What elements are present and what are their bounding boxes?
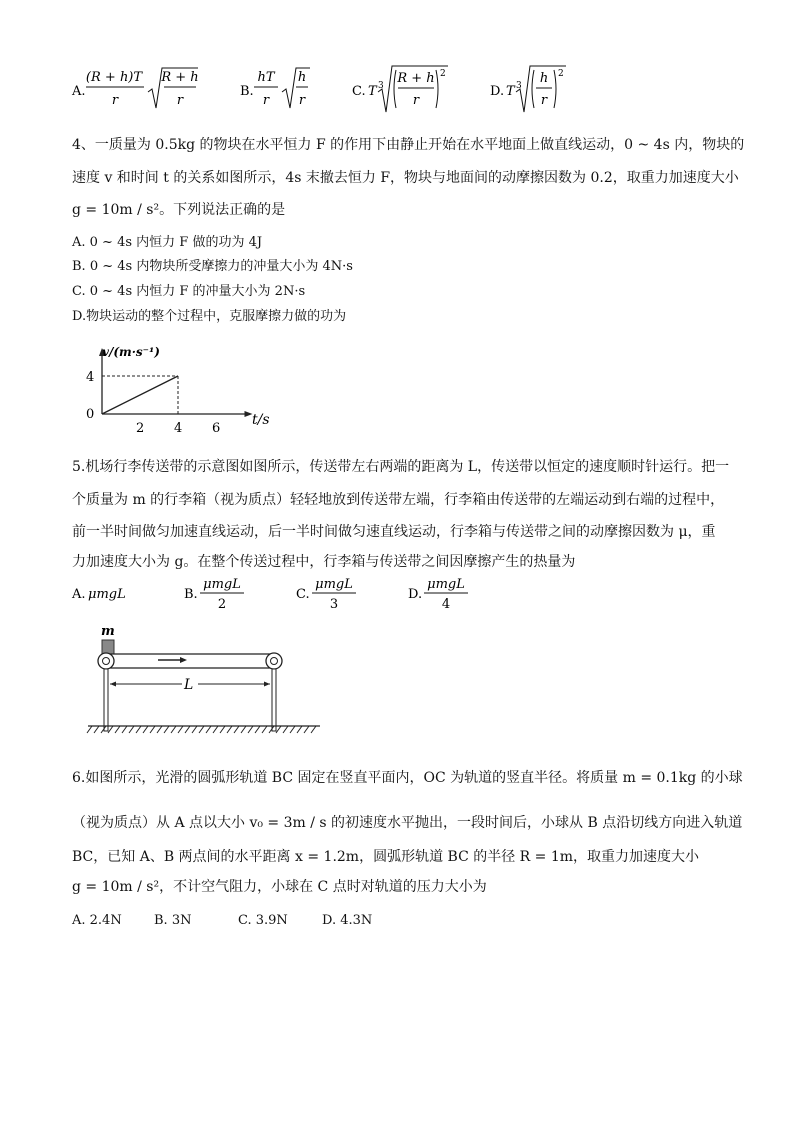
q3-b-rad-den: r (298, 93, 306, 108)
hatch-mark (304, 726, 309, 733)
q5-option-c-den: 3 (329, 597, 339, 612)
hatch-mark (283, 726, 288, 733)
length-arrow-right (264, 682, 270, 687)
q3-option-a-letter: A. (72, 84, 86, 99)
q4-vt-chart (82, 338, 292, 440)
q3-d-rad-num: h (539, 71, 549, 86)
vt-x-tick-label: 6 (212, 421, 221, 436)
q5-option-d-num: μmgL (427, 577, 465, 592)
luggage-box (102, 640, 114, 654)
hatch-mark (276, 726, 281, 733)
q3-c-power: 2 (440, 69, 446, 79)
q5-option-c-letter: C. (296, 587, 310, 602)
hatch-mark (150, 726, 155, 733)
q3-c-coef: T (368, 84, 377, 99)
hatch-mark (178, 726, 183, 733)
belt-direction-arrowhead (180, 657, 187, 663)
q3-d-coef: T (506, 84, 515, 99)
hatch-mark (262, 726, 267, 733)
hatch-mark (199, 726, 204, 733)
hatch-mark (311, 726, 316, 733)
q5-conveyor-figure (84, 618, 324, 740)
q3-b-frac-num: hT (257, 70, 275, 85)
q5-options (70, 574, 490, 612)
q6-line-2: （视为质点）从 A 点以大小 v₀ = 3m / s 的初速度水平抛出，一段时间后，小球从 B 点沿切线方向进入轨道 (72, 815, 743, 831)
hatch-mark (108, 726, 113, 733)
q4-line-3: g = 10m / s²。下列说法正确的是 (72, 202, 286, 218)
q3-a-frac-den: r (111, 93, 119, 108)
mass-label: m (101, 624, 115, 639)
hatch-mark (255, 726, 260, 733)
right-leg (272, 669, 276, 731)
left-leg (104, 669, 108, 731)
q5-option-a-letter: A. (72, 587, 86, 602)
length-label: L (184, 677, 194, 693)
q5-line-2: 个质量为 m 的行李箱（视为质点）轻轻地放到传送带左端，行李箱由传送带的左端运动到右端的过程中， (72, 492, 725, 508)
length-arrow-left (110, 682, 116, 687)
hatch-mark (297, 726, 302, 733)
q5-option-b-den: 2 (217, 597, 227, 612)
q3-c-rad-num: R + h (397, 71, 435, 86)
hatch-mark (171, 726, 176, 733)
q6-option-d: D. 4.3N (322, 913, 373, 928)
q4-line-1: 4、一质量为 0.5kg 的物块在水平恒力 F 的作用下由静止开始在水平地面上做直线运动，0 ~ 4s 内，物块的 (72, 137, 745, 153)
q3-b-rad-num: h (297, 70, 307, 85)
q3-d-rad-den: r (540, 93, 548, 108)
hatch-mark (94, 726, 99, 733)
hatch-mark (290, 726, 295, 733)
q3-d-root-index: 3 (516, 81, 522, 91)
vt-x-tick-label: 2 (136, 421, 145, 436)
q4-line-2: 速度 v 和时间 t 的关系如图所示，4s 末撤去恒力 F，物块与地面间的动摩擦因数为 0.2，取重力加速度大小 (72, 170, 739, 186)
hatch-mark (122, 726, 127, 733)
q3-d-power: 2 (558, 69, 564, 79)
hatch-mark (157, 726, 162, 733)
q5-line-3: 前一半时间做匀加速直线运动，后一半时间做匀速直线运动，行李箱与传送带之间的动摩擦因数为 μ，重 (72, 524, 716, 540)
hatch-mark (87, 726, 92, 733)
q3-c-root-index: 3 (378, 81, 384, 91)
q5-option-c-num: μmgL (315, 577, 353, 592)
vt-x-tick-label: 0 (86, 407, 95, 422)
hatch-mark (136, 726, 141, 733)
q3-option-d-letter: D. (490, 84, 505, 99)
hatch-mark (220, 726, 225, 733)
q3-a-frac-num: (R + h)T (85, 70, 143, 85)
q6-line-4: g = 10m / s²，不计空气阻力，小球在 C 点时对轨道的压力大小为 (72, 879, 487, 895)
q6-line-1: 6.如图所示，光滑的圆弧形轨道 BC 固定在竖直平面内，OC 为轨道的竖直半径。将质量 m = 0.1kg 的小球 (72, 770, 743, 786)
q5-option-d-den: 4 (441, 597, 451, 612)
q6-line-3: BC，已知 A、B 两点间的水平距离 x = 1.2m，圆弧形轨道 BC 的半径 R = 1m，取重力加速度大小 (72, 849, 700, 865)
hatch-mark (234, 726, 239, 733)
q3-c-rad-den: r (412, 93, 420, 108)
q4-option-c: C. 0 ~ 4s 内恒力 F 的冲量大小为 2N·s (72, 284, 306, 299)
left-pulley-hub (103, 658, 110, 665)
hatch-mark (129, 726, 134, 733)
hatch-mark (248, 726, 253, 733)
q3-a-rad-den: r (176, 93, 184, 108)
hatch-mark (143, 726, 148, 733)
q4-option-d: D.物块运动的整个过程中，克服摩擦力做的功为 (72, 309, 347, 324)
q3-a-rad-num: R + h (161, 70, 199, 85)
hatch-mark (213, 726, 218, 733)
hatch-mark (115, 726, 120, 733)
q6-option-b: B. 3N (154, 913, 192, 928)
q3-option-c-letter: C. (352, 84, 366, 99)
ground-hatching (87, 726, 316, 733)
q3-formulas (70, 62, 750, 118)
q4-option-b: B. 0 ~ 4s 内物块所受摩擦力的冲量大小为 4N·s (72, 259, 353, 274)
q4-option-a: A. 0 ~ 4s 内恒力 F 做的功为 4J (72, 235, 263, 250)
hatch-mark (192, 726, 197, 733)
q5-option-a-expr: μmgL (88, 587, 126, 602)
q3-option-b-letter: B. (240, 84, 254, 99)
vt-y-axis-label: v/(m·s⁻¹) (102, 345, 160, 359)
q3-b-frac-den: r (262, 93, 270, 108)
q5-option-d-letter: D. (408, 587, 423, 602)
q5-line-4: 力加速度大小为 g。在整个传送过程中，行李箱与传送带之间因摩擦产生的热量为 (72, 554, 576, 570)
q6-option-c: C. 3.9N (238, 913, 288, 928)
q6-option-a: A. 2.4N (72, 913, 122, 928)
vt-x-tick-label: 4 (174, 421, 183, 436)
q5-option-b-letter: B. (184, 587, 198, 602)
hatch-mark (164, 726, 169, 733)
q5-line-1: 5.机场行李传送带的示意图如图所示，传送带左右两端的距离为 L，传送带以恒定的速度顺时针运行。把一 (72, 459, 730, 475)
hatch-mark (206, 726, 211, 733)
vt-x-axis-label: t/s (252, 412, 270, 428)
q5-option-b-num: μmgL (203, 577, 241, 592)
vt-y-tick-label: 4 (86, 370, 95, 385)
right-pulley-hub (271, 658, 278, 665)
hatch-mark (241, 726, 246, 733)
hatch-mark (227, 726, 232, 733)
hatch-mark (185, 726, 190, 733)
